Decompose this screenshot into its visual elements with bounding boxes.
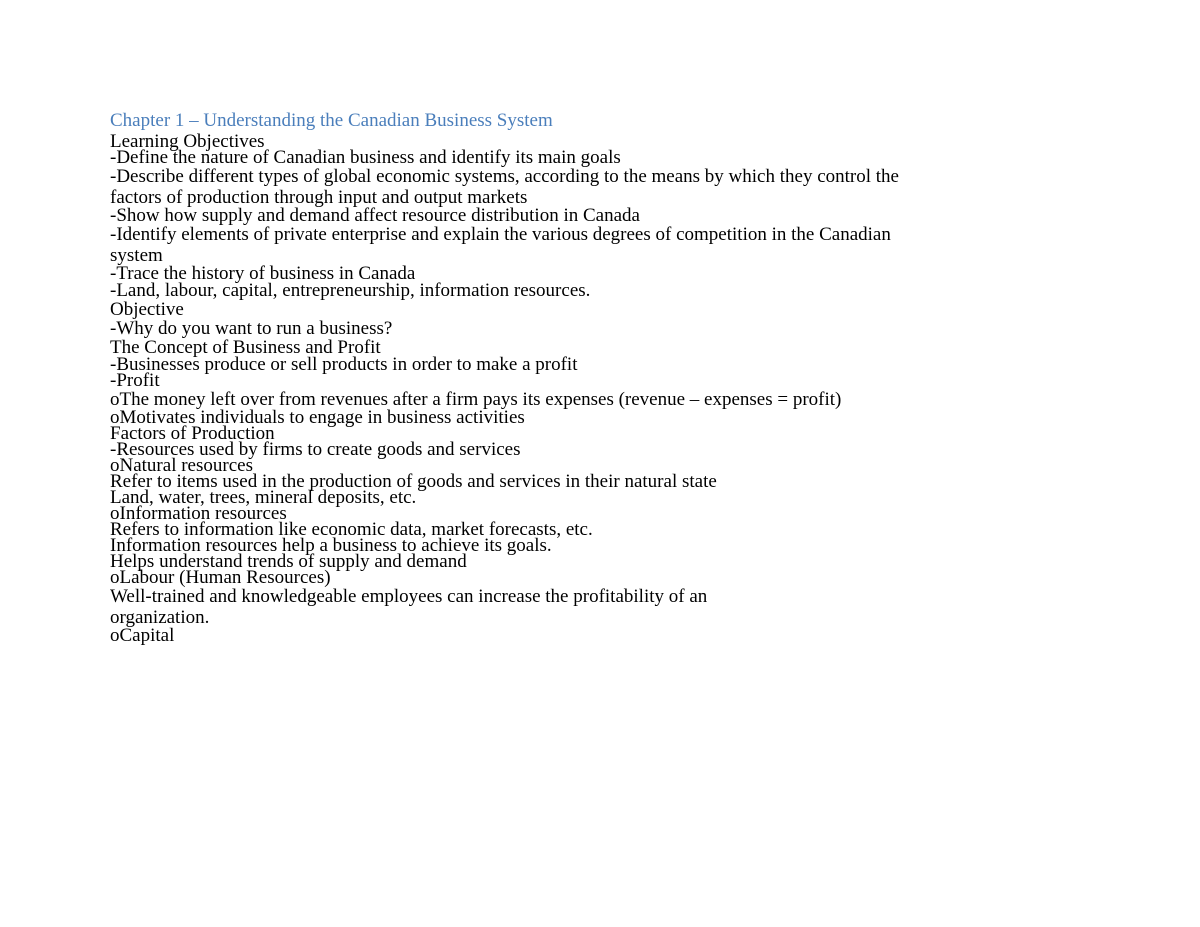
text-line: -Resources used by firms to create goods and services	[110, 439, 521, 460]
text-line: oInformation resources	[110, 503, 287, 524]
text-line: -Describe different types of global economic systems, according to the means by which they control the factors of production through input and output markets	[110, 166, 899, 208]
text-line: -Define the nature of Canadian business and identify its main goals	[110, 147, 621, 168]
heading-concept-of-business: The Concept of Business and Profit	[110, 337, 381, 358]
text-line: oMotivates individuals to engage in business activities	[110, 407, 525, 428]
text-line: -Profit	[110, 370, 160, 391]
heading-objective: Objective	[110, 299, 184, 320]
text-line: Well-trained and knowledgeable employees can increase the profitability of an organization.	[110, 586, 708, 628]
text-line: Land, water, trees, mineral deposits, etc.	[110, 487, 417, 508]
text-line: oCapital	[110, 625, 175, 646]
text-line: Refer to items used in the production of goods and services in their natural state	[110, 471, 717, 492]
document-page	[110, 110, 910, 644]
chapter-title: Chapter 1 – Understanding the Canadian Business System	[110, 110, 553, 131]
text-line: oNatural resources	[110, 455, 253, 476]
text-line: -Why do you want to run a business?	[110, 318, 393, 339]
text-line: -Trace the history of business in Canada	[110, 263, 416, 284]
text-line: -Businesses produce or sell products in order to make a profit	[110, 354, 578, 375]
text-line: Refers to information like economic data, market forecasts, etc.	[110, 519, 593, 540]
text-line: -Land, labour, capital, entrepreneurship, information resources.	[110, 280, 591, 301]
text-line: oThe money left over from revenues after a firm pays its expenses (revenue – expenses = profit)	[110, 389, 842, 410]
text-line: Information resources help a business to achieve its goals.	[110, 535, 552, 556]
text-line: -Show how supply and demand affect resource distribution in Canada	[110, 205, 640, 226]
text-line: oLabour (Human Resources)	[110, 567, 331, 588]
text-line: Helps understand trends of supply and demand	[110, 551, 467, 572]
heading-learning-objectives: Learning Objectives	[110, 131, 265, 152]
heading-factors-of-production: Factors of Production	[110, 423, 275, 444]
text-line: -Identify elements of private enterprise and explain the various degrees of competition in the Canadian system	[110, 224, 891, 266]
